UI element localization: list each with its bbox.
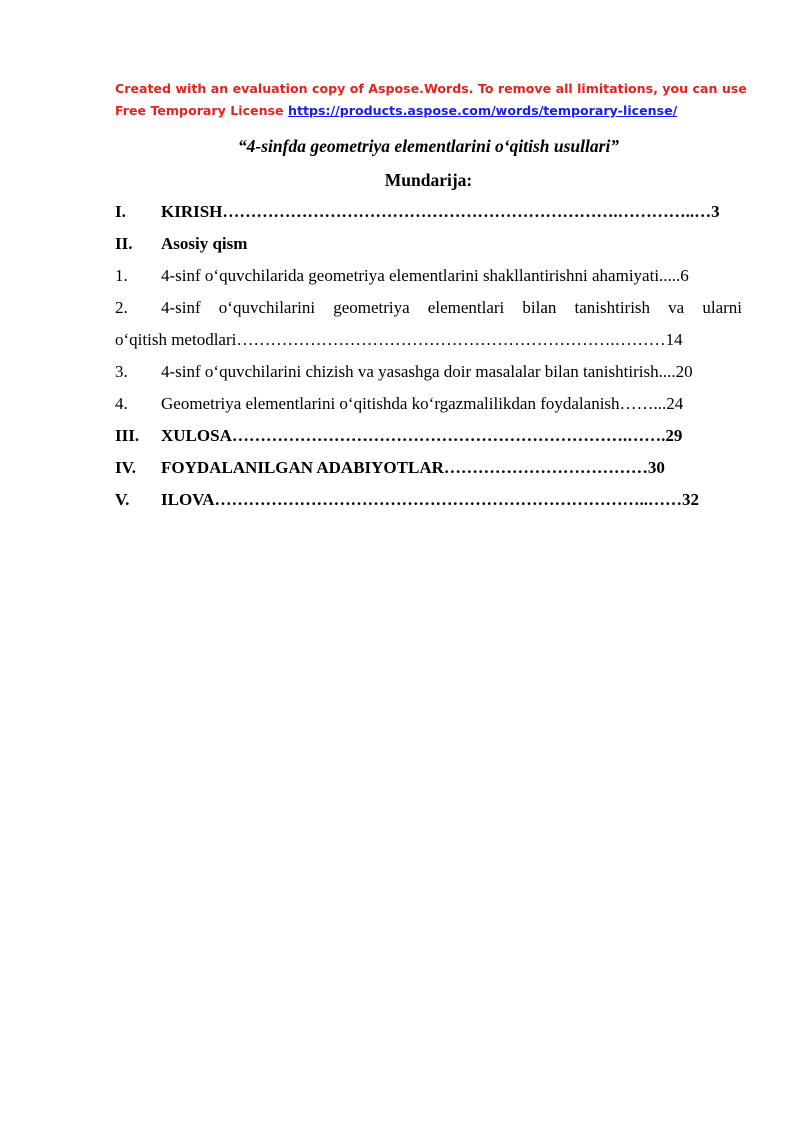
toc-entry-adabiyotlar — [115, 456, 742, 488]
toc-heading: Mundarija: — [384, 170, 473, 190]
toc-text: XULOSA…………………………………………………………….…….29 — [161, 426, 683, 445]
toc-number: IV. — [115, 458, 136, 477]
toc-entry-xulosa — [115, 424, 742, 456]
evaluation-watermark — [115, 78, 755, 122]
toc-number: V. — [115, 490, 130, 509]
toc-entry-2 — [115, 296, 742, 328]
toc-number: I. — [115, 202, 126, 221]
toc-number: 1. — [115, 266, 128, 285]
watermark-line-2-prefix: Free Temporary License — [115, 103, 288, 118]
toc-text: FOYDALANILGAN ADABIYOTLAR………………………………30 — [161, 458, 665, 477]
toc-entry-kirish — [115, 200, 742, 232]
toc-text: ILOVA…………………………………………………………………..……32 — [161, 490, 700, 509]
toc-text: 4-sinf o‘quvchilarida geometriya elementlarini shakllantirishni ahamiyati.....6 — [161, 266, 689, 285]
temporary-license-link[interactable]: https://products.aspose.com/words/temporary-license/ — [287, 103, 678, 118]
toc-text: Asosiy qism — [161, 234, 248, 253]
toc-number: 4. — [115, 394, 128, 413]
toc-text: Geometriya elementlarini o‘qitishda ko‘rgazmalilikdan foydalanish……...24 — [161, 394, 684, 413]
toc-entry-1 — [115, 264, 742, 296]
toc-number: 2. — [115, 298, 128, 317]
toc-entry-3 — [115, 360, 742, 392]
watermark-line-2 — [115, 100, 755, 122]
toc-entry-4 — [115, 392, 742, 424]
document-title: “4-sinfda geometriya elementlarini o‘qitish usullari” — [237, 136, 620, 156]
toc-entry-asosiy-qism — [115, 232, 742, 264]
toc-text-continuation: o‘qitish metodlari………………………………………………………….………14 — [115, 330, 683, 349]
toc-entry-2-continuation — [115, 328, 742, 360]
toc-number: III. — [115, 426, 140, 445]
table-of-contents — [115, 200, 742, 520]
watermark-line-1: Created with an evaluation copy of Aspose.Words. To remove all limitations, you can use — [115, 81, 747, 96]
toc-text: KIRISH…………………………………………………………….…………..…3 — [161, 202, 720, 221]
toc-number: 3. — [115, 362, 128, 381]
toc-text: 4-sinf o‘quvchilarini chizish va yasashga doir masalalar bilan tanishtirish....20 — [161, 362, 693, 381]
toc-text: 4-sinf o‘quvchilarini geometriya elementlari bilan tanishtirish va ularni — [161, 298, 742, 317]
toc-number: II. — [115, 234, 133, 253]
toc-entry-ilova — [115, 488, 742, 520]
